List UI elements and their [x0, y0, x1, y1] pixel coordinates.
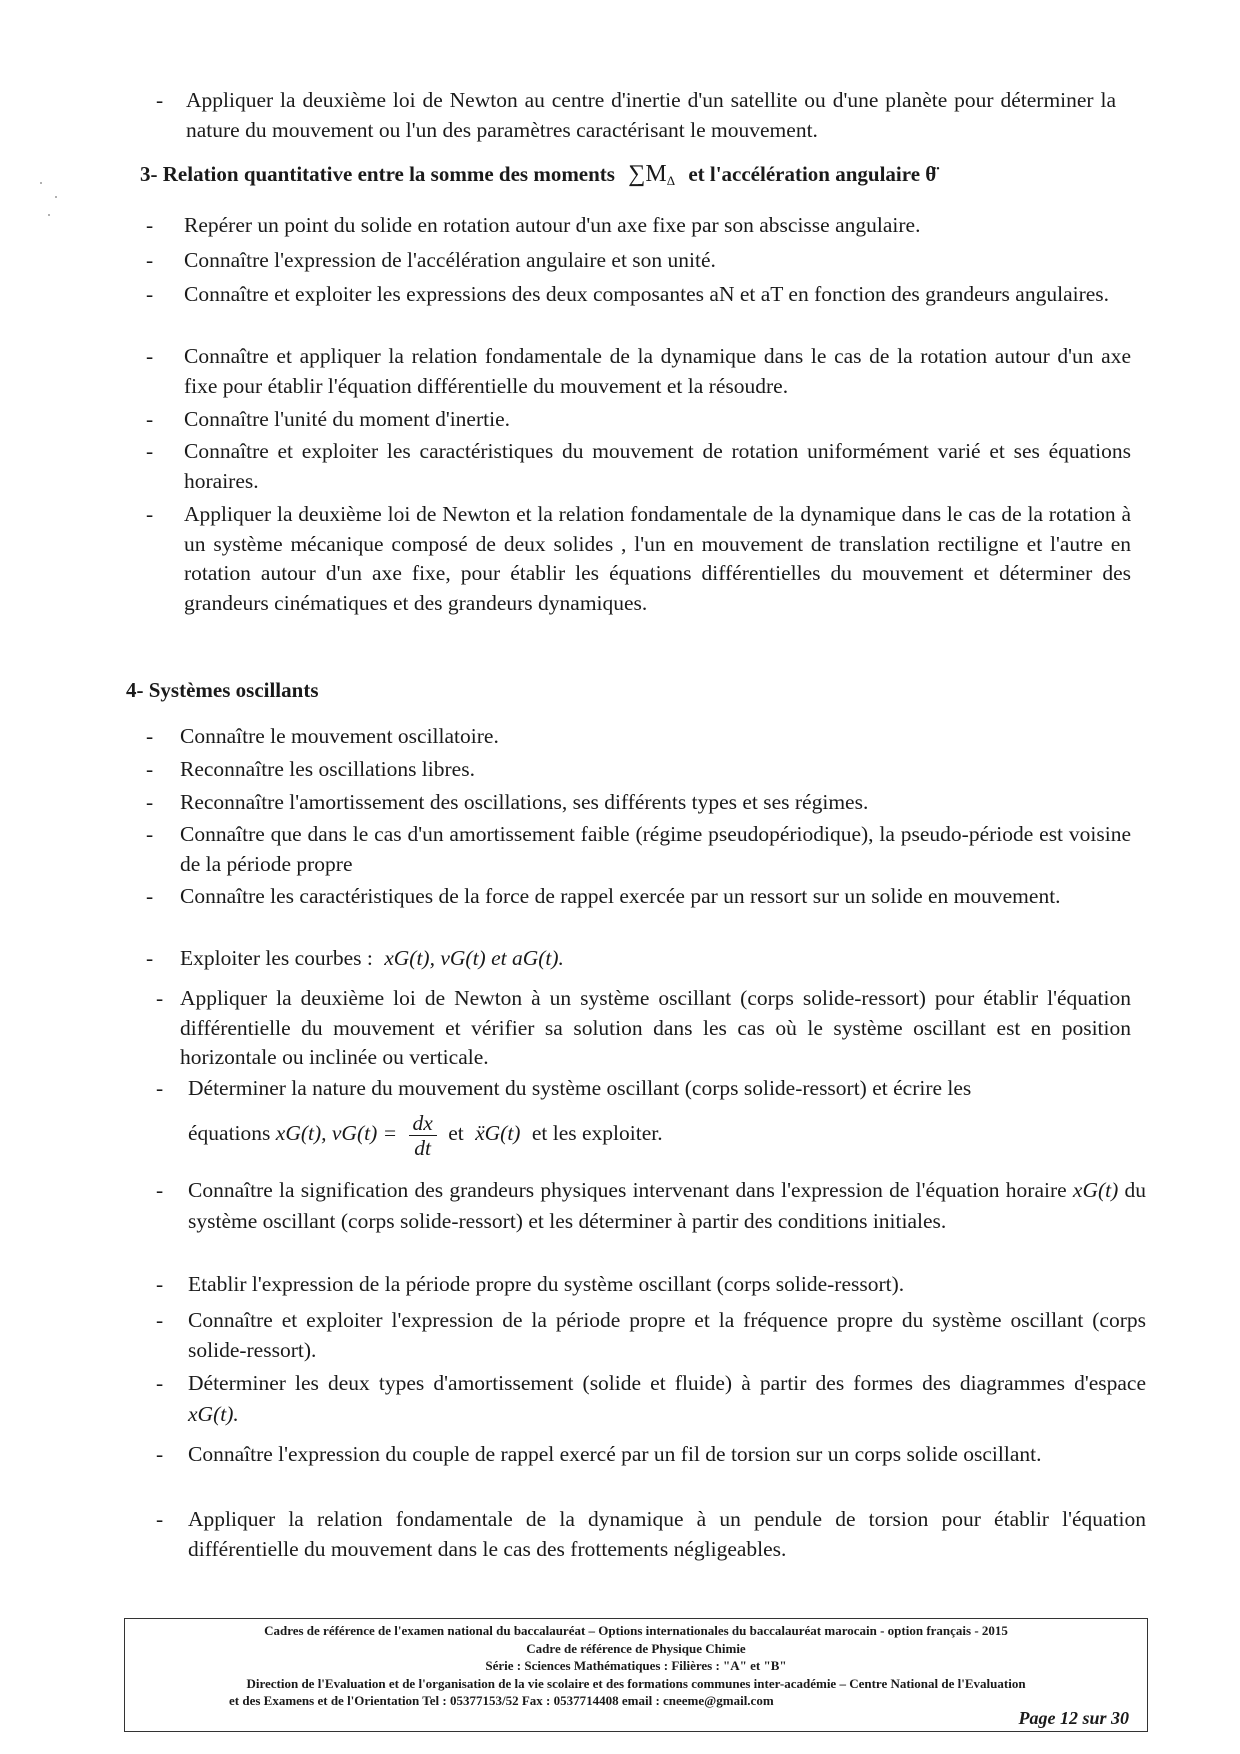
list-item: [146, 211, 1131, 241]
bullet-dash: -: [156, 1178, 164, 1202]
list-item-text: Reconnaître les oscillations libres.: [180, 757, 475, 781]
sum-moments-symbol: $\sum M_\Delta$: [628, 161, 676, 188]
heading-text: 3- Relation quantitative entre la somme des moments: [140, 162, 615, 186]
derivative-fraction: $\frac{dx}{dt}$: [409, 1111, 437, 1160]
list-item: [156, 1306, 1146, 1365]
list-item: [156, 1074, 1146, 1104]
list-item: [146, 280, 1131, 310]
page-number: Page 12 sur 30: [1018, 1707, 1129, 1728]
bullet-dash: -: [146, 502, 154, 526]
footer-line: Cadre de référence de Physique Chimie: [526, 1640, 746, 1656]
list-item: [156, 1175, 1146, 1237]
list-item-text: Connaître l'unité du moment d'inertie.: [184, 407, 510, 431]
bullet-dash: -: [156, 1371, 164, 1395]
list-item: [146, 405, 1131, 435]
bullet-dash: -: [146, 439, 154, 463]
list-item: [156, 984, 1131, 1073]
bullet-dash: -: [156, 1308, 164, 1332]
list-item-text: Appliquer la deuxième loi de Newton à un système oscillant (corps solide-ressort) pour établir l'équation différentielle du mouvement et vérifier sa solution dans les cas où le système oscillant est en position horizontale ou inclinée ou verticale.: [180, 986, 1131, 1069]
bullet-dash: -: [146, 790, 154, 814]
list-item: [146, 882, 1131, 912]
list-item-text: Connaître l'expression du couple de rappel exercé par un fil de torsion sur un corps solide oscillant.: [188, 1442, 1042, 1466]
list-item-text: Connaître les caractéristiques de la force de rappel exercée par un ressort sur un solide en mouvement.: [180, 884, 1061, 908]
equation-formula: xG(t): [1072, 1178, 1119, 1202]
list-item-text: Repérer un point du solide en rotation autour d'un axe fixe par son abscisse angulaire.: [184, 213, 921, 237]
bullet-dash: -: [146, 407, 154, 431]
scan-speck: [48, 214, 50, 216]
list-item: [146, 820, 1131, 879]
list-item: [146, 944, 1131, 974]
section-3-heading: [140, 160, 936, 195]
list-item: [146, 788, 1131, 818]
scan-speck: [55, 196, 57, 198]
bullet-dash: -: [146, 248, 154, 272]
bullet-dash: -: [146, 213, 154, 237]
list-item: [156, 1270, 1146, 1300]
equation-formula: xG(t).: [188, 1402, 239, 1426]
footer-line: et des Examens et de l'Orientation Tel : 05377153/52 Fax : 0537714408 email : cneeme@gmail.com: [229, 1693, 774, 1708]
list-item-text: Connaître l'expression de l'accélération angulaire et son unité.: [184, 248, 716, 272]
list-item: [146, 500, 1131, 618]
equation-formula-2: ẍG(t): [475, 1121, 521, 1145]
footer-line: Direction de l'Evaluation et de l'organisation de la vie scolaire et des formations communes inter-académie – Centre National de l'Evaluation: [246, 1675, 1026, 1691]
bullet-dash: -: [146, 946, 154, 970]
heading-text-end: et l'accélération angulaire θ̈: [688, 162, 937, 186]
list-item: [146, 722, 1131, 752]
bullet-dash: -: [156, 1507, 164, 1531]
list-item-text: Connaître la signification des grandeurs physiques intervenant dans l'expression de l'équation horaire xG(t) du système oscillant (corps solide-ressort) et les déterminer à partir des conditions initiales.: [188, 1178, 1147, 1233]
list-item-text: Connaître et exploiter les caractéristiques du mouvement de rotation uniformément varié et ses équations horaires.: [184, 439, 1131, 493]
bullet-dash: -: [146, 282, 154, 306]
list-item-text: Connaître que dans le cas d'un amortissement faible (régime pseudopériodique), la pseudo-période est voisine de la période propre: [180, 822, 1131, 876]
equations-line: équations xG(t), vG(t) = $\frac{dx}{dt}$ et ẍG(t) et les exploiter.: [188, 1110, 663, 1160]
list-item-text: Appliquer la deuxième loi de Newton au centre d'inertie d'un satellite ou d'une planète pour déterminer la nature du mouvement ou l'un des paramètres caractérisant le mouvement.: [186, 88, 1116, 142]
list-item-text: Connaître le mouvement oscillatoire.: [180, 724, 499, 748]
bullet-dash: -: [146, 344, 154, 368]
list-item: [156, 1440, 1146, 1470]
footer-line: Cadres de référence de l'examen national du baccalauréat – Options internationales du baccalauréat marocain - option français - 2015: [264, 1623, 1008, 1638]
list-item-text: Connaître et exploiter les expressions des deux composantes aN et aT en fonction des grandeurs angulaires.: [184, 282, 1110, 306]
equation-formula: xG(t), vG(t) =: [275, 1121, 398, 1145]
list-item-text: Connaître et appliquer la relation fondamentale de la dynamique dans le cas de la rotation autour d'un axe fixe pour établir l'équation différentielle du mouvement et la résoudre.: [184, 344, 1131, 398]
bullet-dash: -: [156, 986, 164, 1010]
list-item: [146, 437, 1131, 496]
list-item-text: Reconnaître l'amortissement des oscillations, ses différents types et ses régimes.: [180, 790, 869, 814]
bullet-dash: -: [146, 822, 154, 846]
list-item-text: Etablir l'expression de la période propre du système oscillant (corps solide-ressort).: [188, 1272, 905, 1296]
bullet-dash: -: [146, 724, 154, 748]
scan-speck: [40, 182, 42, 184]
footer-line: Série : Sciences Mathématiques : Filières : "A" et "B": [485, 1658, 787, 1673]
bullet-dash: -: [156, 88, 164, 112]
list-item: [156, 86, 1116, 145]
page-footer: [124, 1618, 1148, 1732]
list-item-text: Appliquer la deuxième loi de Newton et la relation fondamentale de la dynamique dans le cas de la rotation à un système mécanique composé de deux solides , l'un en mouvement de translation rectiligne et l'autre en rotation autour d'un axe fixe, pour établir les équations différentielles du mouvement et déterminer des grandeurs cinématiques et des grandeurs dynamiques.: [184, 502, 1131, 615]
curves-formula: xG(t), vG(t) et aG(t).: [384, 946, 564, 970]
list-item: [146, 342, 1131, 401]
list-item: [156, 1505, 1146, 1564]
list-item-text: Exploiter les courbes : xG(t), vG(t) et aG(t).: [180, 946, 564, 970]
bullet-dash: -: [156, 1442, 164, 1466]
list-item: [146, 246, 1131, 276]
bullet-dash: -: [156, 1076, 164, 1100]
list-item-text: Connaître et exploiter l'expression de la période propre et la fréquence propre du système oscillant (corps solide-ressort).: [188, 1308, 1146, 1362]
list-item-text: Déterminer la nature du mouvement du système oscillant (corps solide-ressort) et écrire les: [188, 1076, 972, 1100]
list-item: [156, 1368, 1146, 1430]
bullet-dash: -: [146, 757, 154, 781]
list-item-text: Déterminer les deux types d'amortissement (solide et fluide) à partir des formes des diagrammes d'espace xG(t).: [188, 1371, 1146, 1426]
bullet-dash: -: [146, 884, 154, 908]
list-item: [146, 755, 1131, 785]
bullet-dash: -: [156, 1272, 164, 1296]
list-item-text: Appliquer la relation fondamentale de la dynamique à un pendule de torsion pour établir l'équation différentielle du mouvement dans le cas des frottements négligeables.: [188, 1507, 1146, 1561]
section-4-heading: 4- Systèmes oscillants: [126, 678, 319, 702]
